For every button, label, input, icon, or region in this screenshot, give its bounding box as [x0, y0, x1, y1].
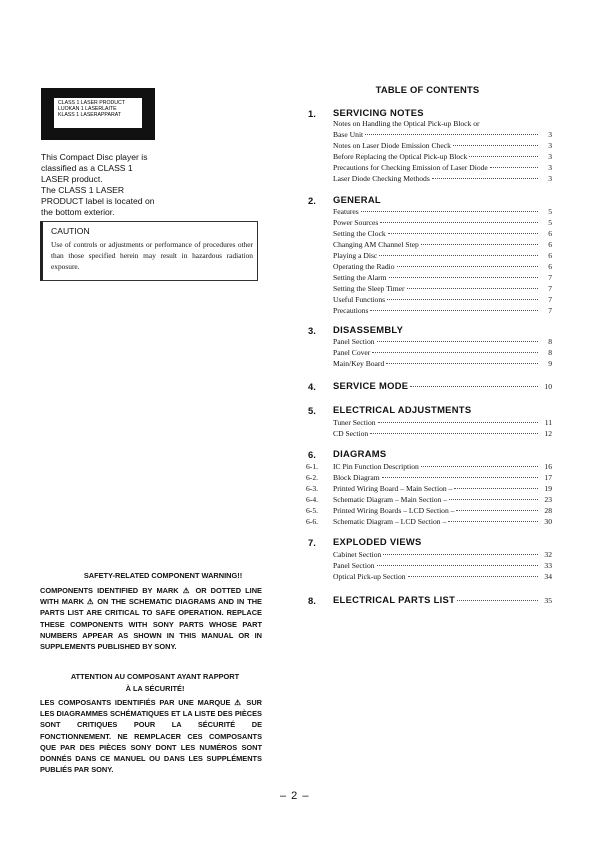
toc-entry-label: Setting the Clock — [333, 229, 386, 238]
toc-entry[interactable] — [333, 429, 552, 439]
toc-entry-label: Base Unit — [333, 130, 364, 139]
leader-dots — [370, 433, 538, 434]
toc-entry-label: Panel Cover — [333, 348, 371, 357]
section-title: ELECTRICAL ADJUSTMENTS — [333, 404, 472, 415]
leader-dots — [386, 363, 538, 364]
toc-entry[interactable] — [333, 152, 552, 162]
subsection-number: 6-6. — [306, 517, 319, 526]
leader-dots — [421, 244, 538, 245]
toc-entry[interactable] — [333, 251, 552, 261]
toc-entry[interactable] — [333, 561, 552, 571]
toc-entry-label: Optical Pick-up Section — [333, 572, 406, 581]
leader-dots — [380, 222, 538, 223]
toc-entry[interactable] — [333, 462, 552, 472]
toc-entry-page: 3 — [548, 130, 552, 139]
subsection-number: 6-4. — [306, 495, 319, 504]
toc-entry[interactable] — [333, 284, 552, 294]
toc-entry-label: Precautions for Checking Emission of Laser Diode — [333, 163, 488, 172]
toc-entry — [333, 119, 552, 129]
toc-entry-page: 7 — [548, 284, 552, 293]
toc-entry-page: 6 — [548, 240, 552, 249]
toc-entry-page: 6 — [548, 262, 552, 271]
section-number: 2. — [308, 195, 316, 206]
leader-dots — [377, 565, 538, 566]
section-title: ELECTRICAL PARTS LIST — [333, 594, 456, 605]
leader-dots — [372, 352, 538, 353]
toc-entry-page: 8 — [548, 337, 552, 346]
class-text-line: This Compact Disc player is — [41, 152, 148, 162]
toc-entry-page: 33 — [544, 561, 552, 570]
toc-entry[interactable] — [333, 174, 552, 184]
leader-dots — [389, 277, 538, 278]
toc-entry-page: 7 — [548, 295, 552, 304]
caution-box — [40, 221, 258, 281]
toc-entry[interactable] — [333, 572, 552, 582]
attention-title-line: À LA SÉCURITÉ! — [125, 683, 185, 693]
toc-entry[interactable] — [333, 295, 552, 305]
toc-entry[interactable] — [333, 163, 552, 173]
leader-dots — [382, 477, 538, 478]
leader-dots — [387, 299, 538, 300]
class-text-line: PRODUCT label is located on — [41, 196, 155, 206]
toc-entry-page: 3 — [548, 152, 552, 161]
toc-entry-label: IC Pin Function Description — [333, 462, 419, 471]
subsection-number: 6-1. — [306, 462, 319, 471]
toc-entry-page: 16 — [544, 462, 552, 471]
toc-entry[interactable] — [333, 130, 552, 140]
toc-entry[interactable] — [333, 484, 552, 494]
toc-entry[interactable] — [333, 273, 552, 283]
class-text-line: classified as a CLASS 1 — [41, 163, 133, 173]
class-text-line: The CLASS 1 LASER — [41, 185, 125, 195]
caution-title: CAUTION — [51, 226, 90, 236]
leader-dots — [432, 178, 538, 179]
toc-entry[interactable] — [333, 550, 552, 560]
toc-entry-page: 30 — [544, 517, 552, 526]
toc-entry[interactable] — [333, 229, 552, 239]
toc-entry-page: 35 — [544, 596, 552, 605]
laser-product-label — [41, 88, 155, 140]
section-number: 6. — [308, 449, 316, 460]
toc-entry-electrical-parts-list[interactable] — [333, 594, 552, 605]
toc-entry-label: Tuner Section — [333, 418, 376, 427]
toc-entry-page: 3 — [548, 174, 552, 183]
leader-dots — [383, 554, 538, 555]
toc-entry-page: 3 — [548, 141, 552, 150]
leader-dots — [421, 466, 538, 467]
leader-dots — [490, 167, 538, 168]
toc-entry[interactable] — [333, 359, 552, 369]
leader-dots — [410, 386, 538, 387]
toc-entry-label: Precautions — [333, 306, 369, 315]
section-number: 4. — [308, 381, 316, 392]
toc-entry-page: 7 — [548, 273, 552, 282]
toc-entry[interactable] — [333, 262, 552, 272]
toc-entry-label: Main/Key Board — [333, 359, 385, 368]
toc-entry-page: 6 — [548, 229, 552, 238]
subsection-number: 6-5. — [306, 506, 319, 515]
section-title: GENERAL — [333, 194, 381, 205]
toc-entry[interactable] — [333, 473, 552, 483]
laser-label-line: CLASS 1 LASER PRODUCT — [58, 100, 125, 106]
leader-dots — [365, 134, 538, 135]
toc-entry[interactable] — [333, 495, 552, 505]
leader-dots — [469, 156, 538, 157]
toc-entry-label: CD Section — [333, 429, 369, 438]
section-title: DISASSEMBLY — [333, 324, 404, 335]
leader-dots — [408, 576, 538, 577]
laser-label-text — [54, 98, 142, 128]
leader-dots — [361, 211, 538, 212]
toc-entry-label: Setting the Alarm — [333, 273, 387, 282]
page-number: – 2 – — [280, 790, 310, 802]
toc-entry-label: Operating the Radio — [333, 262, 395, 271]
toc-title: TABLE OF CONTENTS — [375, 84, 480, 95]
toc-entry-label: Schematic Diagram – Main Section – — [333, 495, 448, 504]
laser-label-line: KLASS 1 LASERAPPARAT — [58, 112, 121, 118]
toc-entry-label: Before Replacing the Optical Pick-up Block — [333, 152, 468, 161]
leader-dots — [453, 145, 538, 146]
toc-entry-page: 5 — [548, 218, 552, 227]
toc-entry-page: 9 — [548, 359, 552, 368]
toc-entry-page: 6 — [548, 251, 552, 260]
toc-entry-page: 23 — [544, 495, 552, 504]
toc-entry-page: 19 — [544, 484, 552, 493]
section-number: 1. — [308, 108, 316, 119]
toc-entry[interactable] — [333, 207, 552, 217]
toc-entry-label: Useful Functions — [333, 295, 386, 304]
toc-entry[interactable] — [333, 418, 552, 428]
attention-title — [52, 671, 258, 694]
toc-entry[interactable] — [333, 348, 552, 358]
toc-entry-page: 28 — [544, 506, 552, 515]
class-text-line: LASER product. — [41, 174, 103, 184]
leader-dots — [454, 488, 538, 489]
toc-entry-label: Schematic Diagram – LCD Section – — [333, 517, 447, 526]
toc-entry[interactable] — [333, 337, 552, 347]
toc-entry[interactable] — [333, 306, 552, 316]
section-number: 5. — [308, 405, 316, 416]
toc-entry-page: 7 — [548, 306, 552, 315]
toc-entry-label: Notes on Handling the Optical Pick-up Block or — [333, 119, 480, 128]
toc-entry-label: Printed Wiring Boards – LCD Section – — [333, 506, 455, 515]
leader-dots — [456, 510, 538, 511]
attention-body: LES COMPOSANTS IDENTIFIÉS PAR UNE MARQUE ⚠ SUR LES DIAGRAMMES SCHÉMATIQUES ET LA LISTE DES PIÈCES SONT CRITIQUES POUR LA SÉCURITÉ DE FONCTIONNEMENT. NE REMPLACER CES COMPOSANTS QUE PAR DES PIÈCES SONY DONT LES NUMÉROS SONT DONNÉS DANS CE MANUEL OU DANS LES SUPPLÉMENTS PUBLIÉS PAR SONY. — [40, 698, 262, 775]
toc-entry-label: Changing AM Channel Step — [333, 240, 419, 249]
caution-body: Use of controls or adjustments or performance of procedures other than those specified herein may result in hazardous radiation exposure. — [51, 240, 253, 271]
section-number: 3. — [308, 325, 316, 336]
safety-body: COMPONENTS IDENTIFIED BY MARK ⚠ OR DOTTED LINE WITH MARK ⚠ ON THE SCHEMATIC DIAGRAMS AND IN THE PARTS LIST ARE CRITICAL TO SAFE OPERATION. REPLACE THESE COMPONENTS WITH SONY PARTS WHOSE PART NUMBERS APPEAR AS SHOWN IN THIS MANUAL OR IN SUPPLEMENTS PUBLISHED BY SONY. — [40, 586, 262, 652]
toc-entry-label: Cabinet Section — [333, 550, 382, 559]
toc-entry[interactable] — [333, 218, 552, 228]
section-number: 8. — [308, 595, 316, 606]
toc-entry[interactable] — [333, 506, 552, 516]
toc-entry-label: Setting the Sleep Timer — [333, 284, 405, 293]
leader-dots — [388, 233, 538, 234]
toc-entry-label: Panel Section — [333, 337, 375, 346]
leader-dots — [378, 422, 538, 423]
toc-entry-page: 3 — [548, 163, 552, 172]
toc-entry[interactable] — [333, 517, 552, 527]
class-text-line: the bottom exterior. — [41, 207, 115, 217]
laser-label-line: LUOKAN 1 LASERLAITE — [58, 106, 117, 112]
safety-title: SAFETY-RELATED COMPONENT WARNING!! — [83, 571, 243, 580]
class-description — [41, 152, 171, 218]
toc-entry-page: 5 — [548, 207, 552, 216]
section-title: DIAGRAMS — [333, 448, 387, 459]
leader-dots — [448, 521, 538, 522]
toc-entry[interactable] — [333, 240, 552, 250]
toc-entry-label: Power Sources — [333, 218, 379, 227]
leader-dots — [377, 341, 538, 342]
toc-entry-page: 10 — [544, 382, 552, 391]
section-title: SERVICING NOTES — [333, 107, 424, 118]
leader-dots — [449, 499, 538, 500]
subsection-number: 6-3. — [306, 484, 319, 493]
toc-entry-label: Panel Section — [333, 561, 375, 570]
toc-entry-page: 32 — [544, 550, 552, 559]
leader-dots — [407, 288, 538, 289]
leader-dots — [457, 600, 538, 601]
toc-entry-label: Playing a Disc — [333, 251, 378, 260]
toc-entry-label: Laser Diode Checking Methods — [333, 174, 430, 183]
section-title: SERVICE MODE — [333, 380, 409, 391]
attention-title-line: ATTENTION AU COMPOSANT AYANT RAPPORT — [70, 672, 240, 681]
leader-dots — [370, 310, 538, 311]
section-number: 7. — [308, 537, 316, 548]
leader-dots — [379, 255, 538, 256]
toc-entry[interactable] — [333, 141, 552, 151]
toc-entry-label: Features — [333, 207, 359, 216]
toc-entry-label: Notes on Laser Diode Emission Check — [333, 141, 451, 150]
toc-entry-page: 12 — [544, 429, 552, 438]
toc-entry-label: Printed Wiring Board – Main Section – — [333, 484, 453, 493]
subsection-number: 6-2. — [306, 473, 319, 482]
toc-entry-service-mode[interactable] — [333, 380, 552, 391]
toc-entry-label: Block Diagram — [333, 473, 380, 482]
toc-entry-page: 8 — [548, 348, 552, 357]
toc-entry-page: 11 — [544, 418, 552, 427]
toc-entry-page: 34 — [544, 572, 552, 581]
section-title: EXPLODED VIEWS — [333, 536, 422, 547]
leader-dots — [397, 266, 538, 267]
toc-entry-page: 17 — [544, 473, 552, 482]
